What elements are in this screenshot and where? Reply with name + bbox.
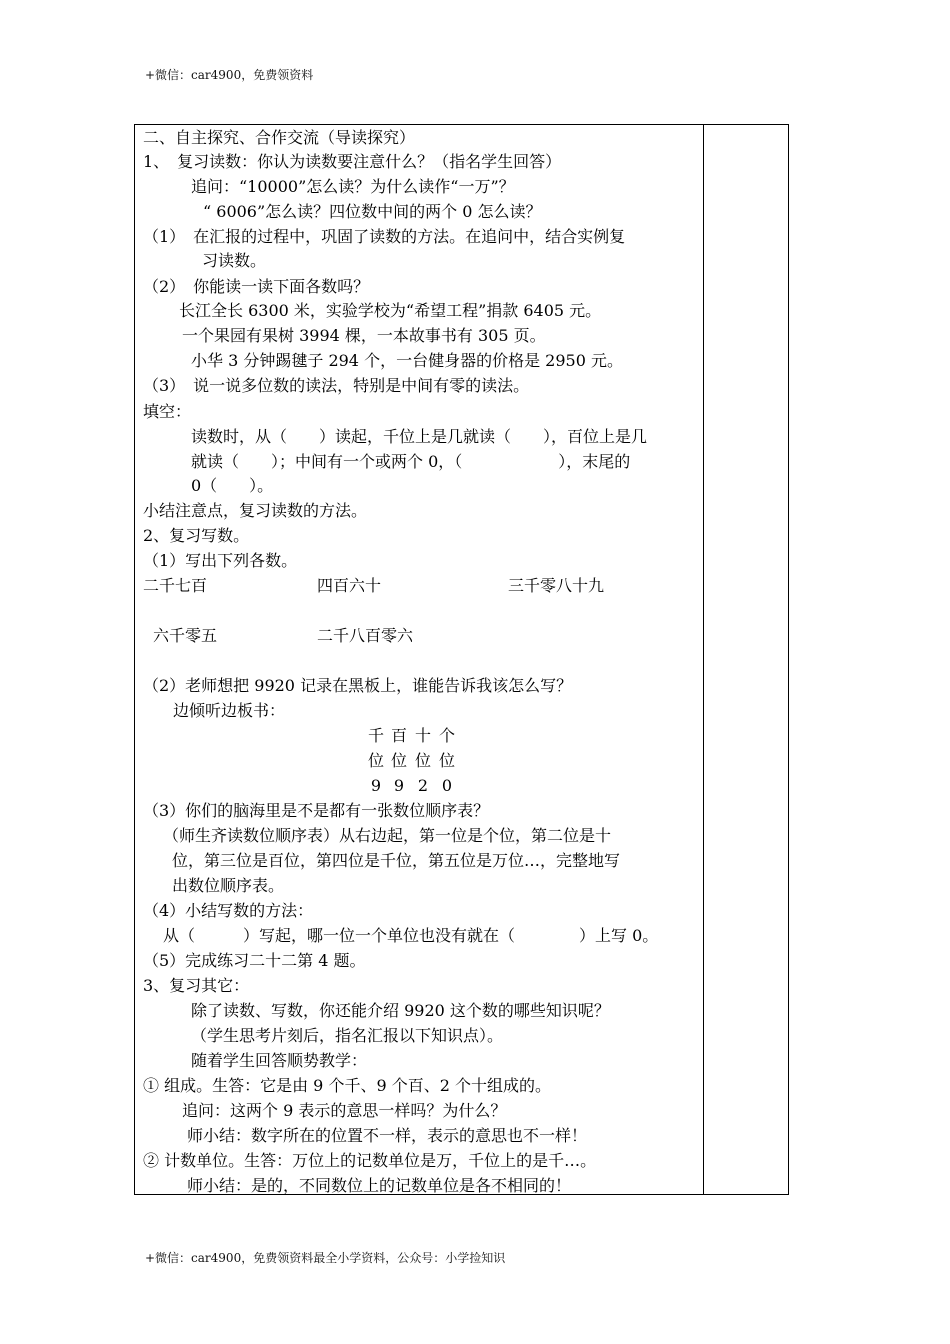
- write-numbers-task: （1）写出下列各数。: [143, 551, 298, 570]
- example-line-1: 长江全长 6300 米，实验学校为“希望工程”捐款 6405 元。: [179, 301, 602, 320]
- place-suffix-2: 位: [390, 751, 407, 770]
- review-reading-item: 1、 复习读数：你认为读数要注意什么？（指名学生回答）: [143, 152, 562, 171]
- student-report-note: （学生思考片刻后，指名汇报以下知识点）。: [191, 1026, 504, 1045]
- place-suffix-1: 位: [367, 751, 384, 770]
- place-table-line-2: 位，第三位是百位，第四位是千位，第五位是万位…，完整地写: [172, 851, 621, 870]
- place-suffix-3: 位: [414, 751, 431, 770]
- review-other-heading: 3、复习其它：: [143, 976, 250, 995]
- summary-note: 小结注意点，复习读数的方法。: [143, 501, 368, 520]
- fill-blank-line-2: 就读（ ）；中间有一个或两个 0，（ ），末尾的: [191, 452, 631, 471]
- place-name-hundreds: 百: [390, 726, 407, 745]
- counting-unit-item: ② 计数单位。生答：万位上的记数单位是万，千位上的是千…。: [143, 1151, 597, 1170]
- place-table-line-3: 出数位顺序表。: [172, 876, 285, 895]
- number-word-3: 三千零八十九: [508, 576, 605, 595]
- review-writing-heading: 2、复习写数。: [143, 526, 250, 545]
- digit-tens: 2: [417, 776, 429, 795]
- column-divider: [703, 125, 704, 1194]
- board-writing-label: 边倾听边板书：: [173, 701, 286, 720]
- digit-hundreds: 9: [393, 776, 405, 795]
- place-name-thousands: 千: [367, 726, 384, 745]
- header-watermark-note: +微信：car4900，免费领资料: [145, 68, 314, 82]
- example-line-2: 一个果园有果树 3994 棵，一本故事书有 305 页。: [182, 326, 546, 345]
- fill-blank-label: 填空：: [143, 402, 192, 421]
- composition-followup: 追问：这两个 9 表示的意思一样吗？为什么？: [182, 1101, 507, 1120]
- digit-ones: 0: [441, 776, 453, 795]
- place-table-question: （3）你们的脑海里是不是都有一张数位顺序表？: [143, 801, 490, 820]
- place-suffix-4: 位: [438, 751, 455, 770]
- record-9920-question: （2）老师想把 9920 记录在黑板上，谁能告诉我该怎么写？: [143, 676, 573, 695]
- composition-item: ① 组成。生答：它是由 9 个千、9 个百、2 个十组成的。: [143, 1076, 551, 1095]
- teaching-note: 随着学生回答顺势教学：: [191, 1051, 368, 1070]
- followup-question-2: “ 6006”怎么读？四位数中间的两个 0 怎么读？: [203, 202, 542, 221]
- place-name-tens: 十: [414, 726, 431, 745]
- number-word-2: 四百六十: [317, 576, 382, 595]
- lesson-table: [134, 124, 789, 1195]
- other-knowledge-question: 除了读数、写数，你还能介绍 9920 这个数的哪些知识呢？: [191, 1001, 610, 1020]
- step-2-text: （2） 你能读一读下面各数吗？: [143, 277, 370, 296]
- number-word-5: 二千八百零六: [317, 626, 414, 645]
- writing-method-blank: 从（ ）写起，哪一位一个单位也没有就在（ ）上写 0。: [163, 926, 659, 945]
- step-3-text: （3） 说一说多位数的读法，特别是中间有零的读法。: [143, 376, 530, 395]
- fill-blank-line-1: 读数时，从（ ）读起，千位上是几就读（ ），百位上是几: [191, 427, 648, 446]
- followup-question-1: 追问：“10000”怎么读？为什么读作“一万”？: [191, 177, 515, 196]
- example-line-3: 小华 3 分钟踢毽子 294 个，一台健身器的价格是 2950 元。: [191, 351, 623, 370]
- place-table-line-1: （师生齐读数位顺序表）从右边起，第一位是个位，第二位是十: [163, 826, 612, 845]
- writing-method-summary: （4）小结写数的方法：: [143, 901, 314, 920]
- footer-watermark-note: +微信：car4900，免费领资料最全小学资料，公众号：小学捡知识: [145, 1251, 506, 1265]
- place-name-ones: 个: [438, 726, 455, 745]
- number-word-4: 六千零五: [153, 626, 218, 645]
- step-1-line-1: （1） 在汇报的过程中，巩固了读数的方法。在追问中，结合实例复: [143, 227, 626, 246]
- number-word-1: 二千七百: [143, 576, 208, 595]
- composition-summary: 师小结：数字所在的位置不一样，表示的意思也不一样！: [187, 1126, 588, 1145]
- fill-blank-line-3: 0（ ）。: [191, 476, 274, 495]
- exercise-assignment: （5）完成练习二十二第 4 题。: [143, 951, 366, 970]
- section-heading: 二、自主探究、合作交流（导读探究）: [143, 128, 416, 147]
- step-1-line-2: 习读数。: [202, 251, 267, 270]
- digit-thousands: 9: [370, 776, 382, 795]
- counting-unit-summary: 师小结：是的，不同数位上的记数单位是各不相同的！: [187, 1176, 572, 1195]
